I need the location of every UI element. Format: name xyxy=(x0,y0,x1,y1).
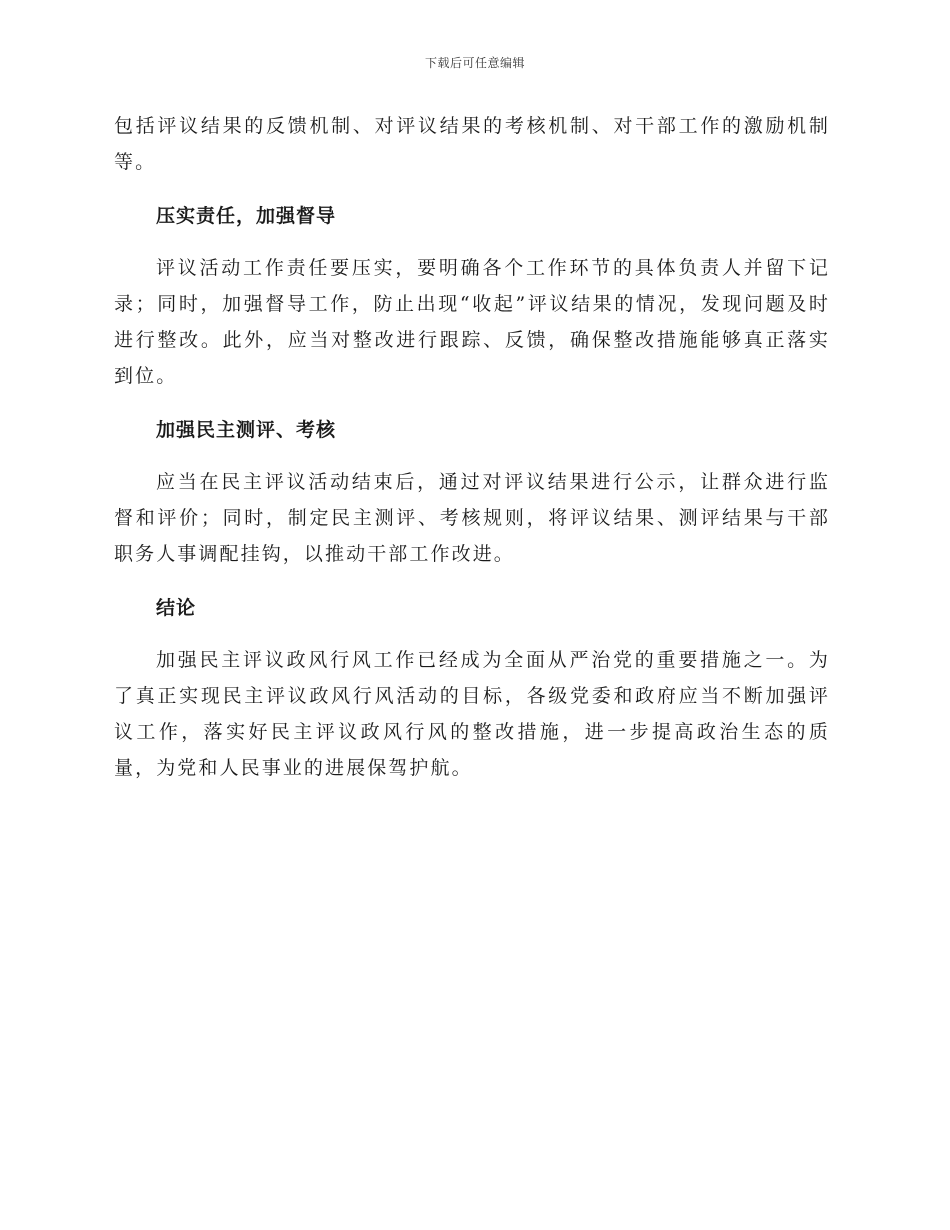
section-paragraph-responsibility: 评议活动工作责任要压实，要明确各个工作环节的具体负责人并留下记录；同时，加强督导工作，防止出现“收起”评议结果的情况，发现问题及时进行整改。此外，应当对整改进行跟踪、反馈，确保整改措施能够真正落实到位。 xyxy=(114,257,830,387)
section-heading-evaluation: 加强民主测评、考核 xyxy=(156,419,337,441)
intro-paragraph: 包括评议结果的反馈机制、对评议结果的考核机制、对干部工作的激励机制等。 xyxy=(114,115,830,173)
section-paragraph-conclusion: 加强民主评议政风行风工作已经成为全面从严治党的重要措施之一。为了真正实现民主评议政风行风活动的目标，各级党委和政府应当不断加强评议工作，落实好民主评议政风行风的整改措施，进一步提高政治生态的质量，为党和人民事业的进展保驾护航。 xyxy=(114,649,830,779)
page-header: 下载后可任意编辑 xyxy=(424,56,525,70)
section-heading-responsibility: 压实责任，加强督导 xyxy=(156,205,337,227)
document-body xyxy=(114,108,830,786)
section-heading-conclusion: 结论 xyxy=(156,597,197,619)
section-paragraph-evaluation: 应当在民主评议活动结束后，通过对评议结果进行公示，让群众进行监督和评价；同时，制定民主测评、考核规则，将评议结果、测评结果与干部职务人事调配挂钩，以推动干部工作改进。 xyxy=(114,471,830,565)
